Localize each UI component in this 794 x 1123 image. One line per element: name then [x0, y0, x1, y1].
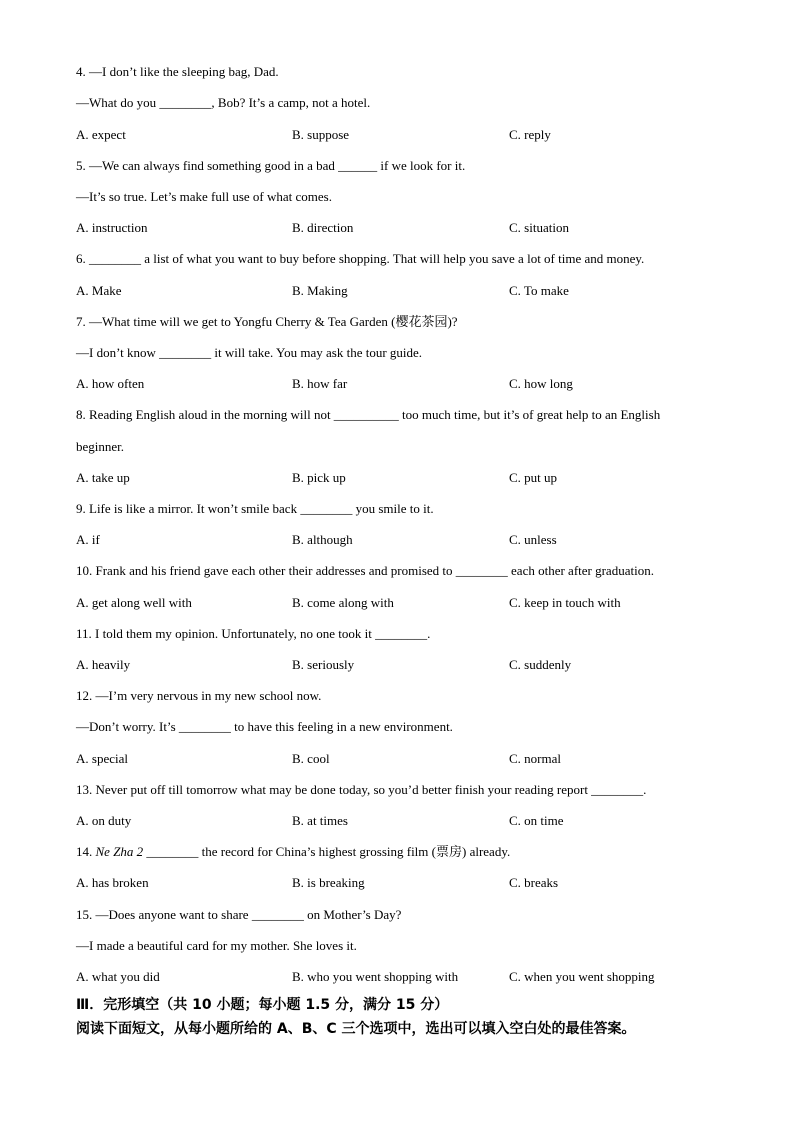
- q13-option-b: B. at times: [292, 813, 348, 828]
- section-instruction: 阅读下面短文，从每小题所给的 A、B、C 三个选项中，选出可以填入空白处的最佳答案。: [76, 1021, 636, 1037]
- q5-line-2: —It’s so true. Let’s make full use of what comes.: [76, 189, 332, 204]
- q7-option-b: B. how far: [292, 376, 348, 391]
- q10-option-a: A. get along well with: [76, 595, 192, 610]
- q13-option-a: A. on duty: [76, 813, 132, 828]
- q15-line-1: 15. —Does anyone want to share ________ on Mother’s Day?: [76, 907, 402, 922]
- q9-option-b: B. although: [292, 532, 353, 547]
- q10-line-1: 10. Frank and his friend gave each other their addresses and promised to ________ each other after graduation.: [76, 563, 654, 578]
- q14-option-c: C. breaks: [509, 875, 559, 890]
- q8-line-1: 8. Reading English aloud in the morning will not __________ too much time, but it’s of great help to an English: [76, 407, 661, 422]
- q5-line-1: 5. —We can always find something good in a bad ______ if we look for it.: [76, 158, 466, 173]
- q14-film-title: Ne Zha 2: [95, 844, 144, 859]
- q8-option-b: B. pick up: [292, 470, 346, 485]
- q8-line-2: beginner.: [76, 439, 125, 454]
- q8-option-c: C. put up: [509, 470, 558, 485]
- q5-option-c: C. situation: [509, 220, 569, 235]
- q10-option-b: B. come along with: [292, 595, 394, 610]
- q4-line-1: 4. —I don’t like the sleeping bag, Dad.: [76, 64, 279, 79]
- q6-option-a: A. Make: [76, 283, 122, 298]
- q6-line-1: 6. ________ a list of what you want to buy before shopping. That will help you save a lot of time and money.: [76, 251, 645, 266]
- q4-option-c: C. reply: [509, 127, 551, 142]
- q11-line-1: 11. I told them my opinion. Unfortunately, no one took it ________.: [76, 626, 431, 641]
- q9-line-1: 9. Life is like a mirror. It won’t smile back ________ you smile to it.: [76, 501, 434, 516]
- q12-option-b: B. cool: [292, 751, 330, 766]
- q14-option-b: B. is breaking: [292, 875, 365, 890]
- q6-option-c: C. To make: [509, 283, 569, 298]
- q11-option-c: C. suddenly: [509, 657, 572, 672]
- q4-option-a: A. expect: [76, 127, 126, 142]
- q8-option-a: A. take up: [76, 470, 130, 485]
- q15-option-c: C. when you went shopping: [509, 969, 655, 984]
- q4-option-b: B. suppose: [292, 127, 350, 142]
- q5-option-b: B. direction: [292, 220, 354, 235]
- q9-option-c: C. unless: [509, 532, 557, 547]
- q15-option-a: A. what you did: [76, 969, 160, 984]
- q12-line-2: —Don’t worry. It’s ________ to have this feeling in a new environment.: [76, 719, 453, 734]
- q12-line-1: 12. —I’m very nervous in my new school now.: [76, 688, 322, 703]
- q14-stem: ________ the record for China’s highest grossing film (票房) already.: [143, 844, 511, 859]
- q11-option-b: B. seriously: [292, 657, 355, 672]
- q9-option-a: A. if: [76, 532, 100, 547]
- q15-option-b: B. who you went shopping with: [292, 969, 459, 984]
- section-heading: Ⅲ．完形填空（共 10 小题；每小题 1.5 分，满分 15 分）: [76, 997, 449, 1013]
- q7-line-1: 7. —What time will we get to Yongfu Cherry & Tea Garden (樱花茶园)?: [76, 314, 458, 329]
- q6-option-b: B. Making: [292, 283, 348, 298]
- q7-option-c: C. how long: [509, 376, 573, 391]
- q13-option-c: C. on time: [509, 813, 564, 828]
- q12-option-c: C. normal: [509, 751, 561, 766]
- q13-line-1: 13. Never put off till tomorrow what may be done today, so you’d better finish your reading report ________.: [76, 782, 647, 797]
- q14-option-a: A. has broken: [76, 875, 149, 890]
- q12-option-a: A. special: [76, 751, 128, 766]
- q7-line-2: —I don’t know ________ it will take. You may ask the tour guide.: [76, 345, 423, 360]
- q4-line-2: —What do you ________, Bob? It’s a camp, not a hotel.: [76, 95, 371, 110]
- q11-option-a: A. heavily: [76, 657, 131, 672]
- q10-option-c: C. keep in touch with: [509, 595, 621, 610]
- q15-line-2: —I made a beautiful card for my mother. She loves it.: [76, 938, 357, 953]
- q7-option-a: A. how often: [76, 376, 145, 391]
- q5-option-a: A. instruction: [76, 220, 148, 235]
- q14-line-1: [76, 844, 510, 860]
- q14-number: 14.: [76, 844, 96, 859]
